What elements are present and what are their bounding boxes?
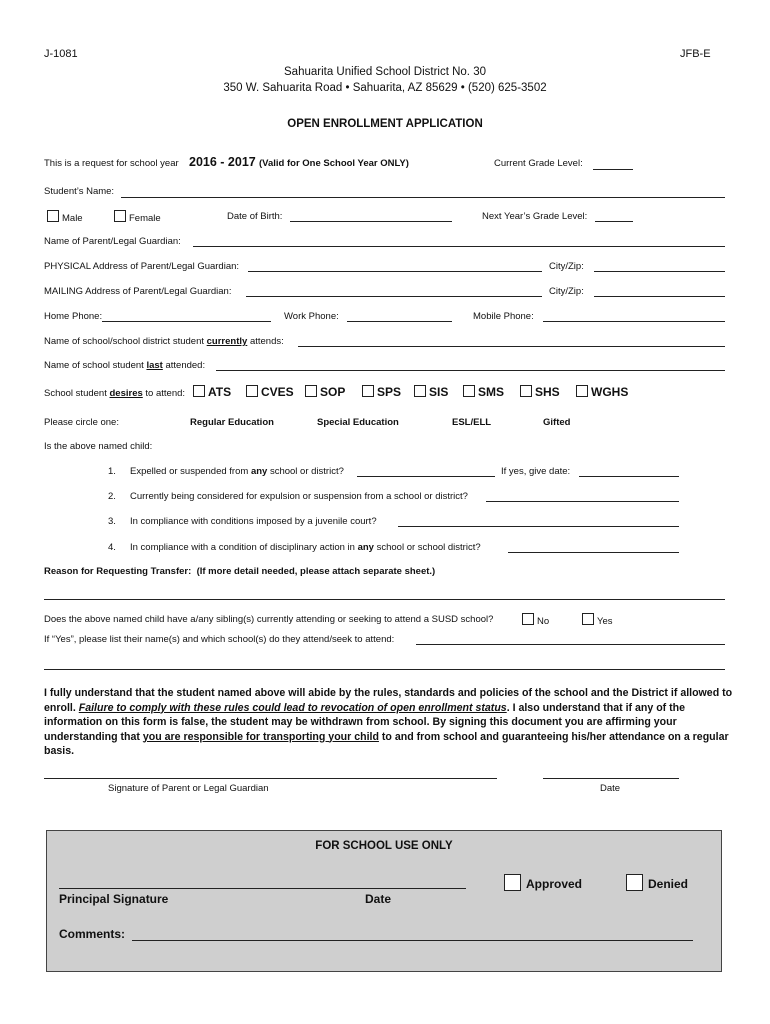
male-label: Male xyxy=(62,213,83,224)
sibling-list-field-2[interactable] xyxy=(44,669,725,670)
district-name: Sahuarita Unified School District No. 30 xyxy=(284,66,486,78)
sibling-yes-option[interactable]: Yes xyxy=(582,613,613,627)
physical-cityzip-field[interactable] xyxy=(594,271,725,272)
denied-checkbox[interactable] xyxy=(626,874,643,891)
denied-option[interactable]: Denied xyxy=(626,874,688,891)
mailing-address-label: MAILING Address of Parent/Legal Guardian: xyxy=(44,286,232,297)
q1-answer-field[interactable] xyxy=(357,476,495,477)
program-label: Please circle one: xyxy=(44,417,119,428)
guardian-signature-field[interactable] xyxy=(44,778,497,779)
desired-school-label: School student desires to attend: xyxy=(44,388,186,399)
mobile-phone-field[interactable] xyxy=(543,321,725,322)
sibling-yes-checkbox[interactable] xyxy=(582,613,594,625)
school-year: 2016 - 2017 xyxy=(189,155,256,169)
female-checkbox[interactable] xyxy=(114,210,126,222)
signature-label: Signature of Parent or Legal Guardian xyxy=(108,783,269,794)
mailing-cityzip-label: City/Zip: xyxy=(549,286,584,297)
request-prefix: This is a request for school year xyxy=(44,158,179,169)
home-phone-field[interactable] xyxy=(102,321,271,322)
validity-note: (Valid for One School Year ONLY) xyxy=(259,158,409,169)
q3-number: 3. xyxy=(108,516,116,527)
q3-answer-field[interactable] xyxy=(398,526,679,527)
physical-address-label: PHYSICAL Address of Parent/Legal Guardian: xyxy=(44,261,240,272)
agreement-statement: I fully understand that the student named above will abide by the rules, standards and policies of the school and the District if allowed to enroll. Failure to comply with these rules could lead to revocation of open enrollment status. I also understand that if any of the information on this form is false, the student may be withdrawn from school. By signing this document you are affirming your understanding that you are responsible for transporting your child to and from school and guaranteeing his/her attendance on a regular basis. xyxy=(44,687,733,757)
approved-option[interactable]: Approved xyxy=(504,874,582,891)
q2-answer-field[interactable] xyxy=(486,501,679,502)
school-option-ats[interactable]: ATS xyxy=(193,385,231,399)
school-use-section xyxy=(46,830,722,972)
mailing-cityzip-field[interactable] xyxy=(594,296,725,297)
guardian-name-field[interactable] xyxy=(193,246,725,247)
q4-text: In compliance with a condition of disciplinary action in any school or school district? xyxy=(130,542,481,553)
approved-checkbox[interactable] xyxy=(504,874,521,891)
q2-number: 2. xyxy=(108,491,116,502)
reason-field[interactable] xyxy=(44,599,725,600)
comments-field[interactable] xyxy=(132,940,693,941)
q1-text: Expelled or suspended from any school or district? xyxy=(130,466,344,477)
program-regular[interactable]: Regular Education xyxy=(190,417,274,428)
q4-answer-field[interactable] xyxy=(508,552,679,553)
form-code: J-1081 xyxy=(44,48,78,60)
next-grade-label: Next Year’s Grade Level: xyxy=(482,211,588,222)
physical-address-field[interactable] xyxy=(248,271,542,272)
work-phone-label: Work Phone: xyxy=(284,311,339,322)
program-esl[interactable]: ESL/ELL xyxy=(452,417,492,428)
school-option-sop[interactable]: SOP xyxy=(305,385,345,399)
current-grade-field[interactable] xyxy=(593,169,633,170)
q1-date-field[interactable] xyxy=(579,476,679,477)
school-option-sms[interactable]: SMS xyxy=(463,385,504,399)
next-grade-field[interactable] xyxy=(595,221,633,222)
q1-date-label: If yes, give date: xyxy=(501,466,571,477)
program-special[interactable]: Special Education xyxy=(317,417,399,428)
school-option-shs[interactable]: SHS xyxy=(520,385,560,399)
school-option-sis[interactable]: SIS xyxy=(414,385,448,399)
female-label: Female xyxy=(129,213,161,224)
school-option-wghs[interactable]: WGHS xyxy=(576,385,628,399)
male-option[interactable] xyxy=(47,210,83,224)
signature-date-label: Date xyxy=(600,783,621,794)
q4-number: 4. xyxy=(108,542,116,553)
dob-label: Date of Birth: xyxy=(227,211,283,222)
current-grade-label: Current Grade Level: xyxy=(494,158,583,169)
principal-signature-label: Principal Signature xyxy=(59,892,169,906)
office-date-label: Date xyxy=(365,892,392,906)
q2-text: Currently being considered for expulsion or suspension from a school or district? xyxy=(130,491,468,502)
mobile-phone-label: Mobile Phone: xyxy=(473,311,534,322)
district-address: 350 W. Sahuarita Road • Sahuarita, AZ 85629 • (520) 625-3502 xyxy=(223,82,547,94)
comments-label: Comments: xyxy=(59,927,126,941)
sibling-no-option[interactable]: No xyxy=(522,613,549,627)
student-name-label: Student’s Name: xyxy=(44,186,115,197)
policy-code: JFB-E xyxy=(680,48,711,60)
q1-number: 1. xyxy=(108,466,116,477)
last-school-field[interactable] xyxy=(216,370,725,371)
home-phone-label: Home Phone: xyxy=(44,311,103,322)
student-name-field[interactable] xyxy=(121,197,725,198)
school-option-cves[interactable]: CVES xyxy=(246,385,294,399)
signature-date-field[interactable] xyxy=(543,778,679,779)
questions-intro: Is the above named child: xyxy=(44,441,153,452)
last-school-label: Name of school student last attended: xyxy=(44,360,206,371)
guardian-name-label: Name of Parent/Legal Guardian: xyxy=(44,236,181,247)
reason-label: Reason for Requesting Transfer: (If more detail needed, please attach separate sheet.) xyxy=(44,566,436,577)
current-school-field[interactable] xyxy=(298,346,725,347)
sibling-question: Does the above named child have a/any sibling(s) currently attending or seeking to attend a SUSD school? xyxy=(44,614,494,625)
program-gifted[interactable]: Gifted xyxy=(543,417,571,428)
dob-field[interactable] xyxy=(290,221,452,222)
work-phone-field[interactable] xyxy=(347,321,452,322)
school-use-title: FOR SCHOOL USE ONLY xyxy=(315,840,453,852)
sibling-list-label: If “Yes”, please list their name(s) and which school(s) do they attend/seek to attend: xyxy=(44,634,395,645)
physical-cityzip-label: City/Zip: xyxy=(549,261,584,272)
school-option-sps[interactable]: SPS xyxy=(362,385,401,399)
sibling-no-checkbox[interactable] xyxy=(522,613,534,625)
mailing-address-field[interactable] xyxy=(246,296,542,297)
page-title: OPEN ENROLLMENT APPLICATION xyxy=(287,118,483,130)
male-checkbox[interactable] xyxy=(47,210,59,222)
female-option[interactable] xyxy=(114,210,161,224)
q3-text: In compliance with conditions imposed by a juvenile court? xyxy=(130,516,377,527)
principal-signature-field[interactable] xyxy=(59,888,466,889)
sibling-list-field[interactable] xyxy=(416,644,725,645)
current-school-label: Name of school/school district student currently attends: xyxy=(44,336,284,347)
